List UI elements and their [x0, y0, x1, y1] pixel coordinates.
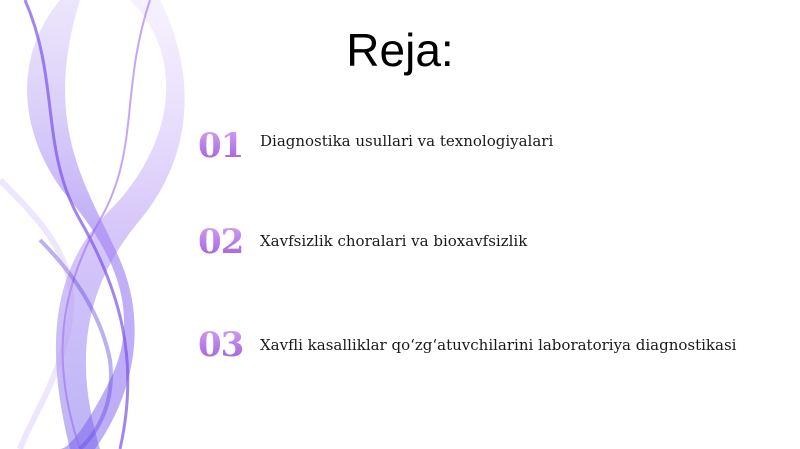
item-text: Diagnostika usullari va texnologiyalari: [260, 132, 554, 150]
decorative-ribbon: [0, 0, 220, 449]
item-number: 02: [198, 220, 258, 264]
page-title: Reja:: [346, 24, 454, 76]
list-item: [198, 220, 527, 264]
item-number: 03: [198, 323, 258, 367]
list-item: [198, 124, 553, 168]
item-text: Xavfli kasalliklar qo‘zg‘atuvchilarini laboratoriya diagnostikasi: [260, 336, 737, 354]
item-number: 01: [198, 124, 258, 168]
list-item: [198, 323, 736, 367]
item-text: Xavfsizlik choralari va bioxavfsizlik: [260, 232, 528, 250]
